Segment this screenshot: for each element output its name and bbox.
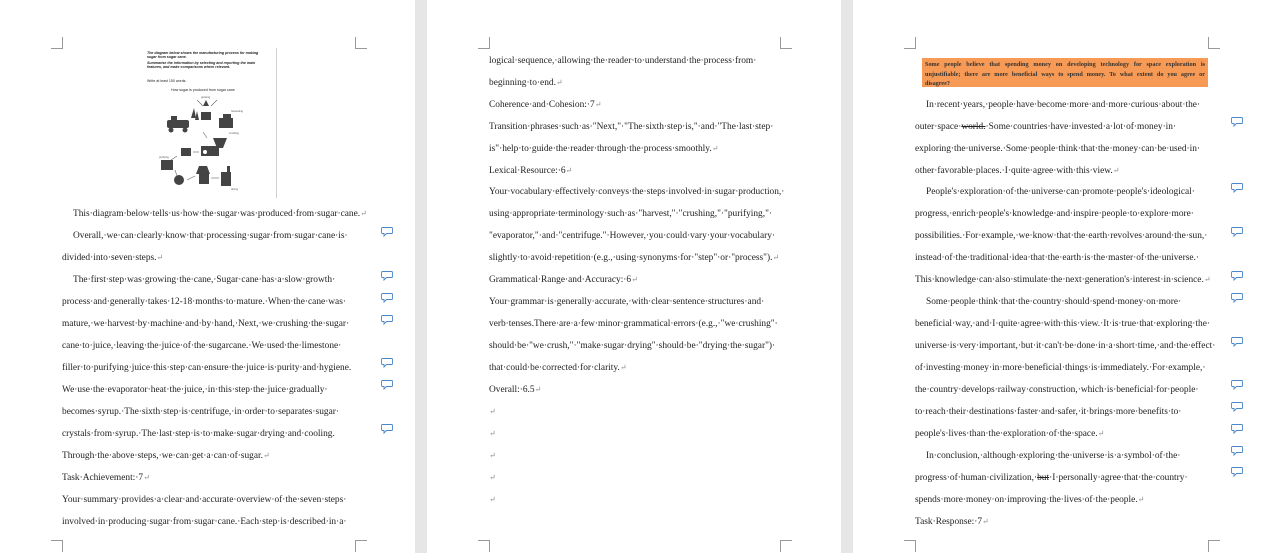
comment-bubble-icon[interactable] (1231, 445, 1243, 456)
text-line[interactable]: People's·exploration·of·the·universe·can·promote·people's·ideological· (926, 187, 1195, 197)
comment-bubble-icon[interactable] (1231, 336, 1243, 347)
empty-paragraph-mark[interactable]: ↵ (489, 429, 496, 438)
text-line[interactable]: progress,·enrich·people's·knowledge·and·inspire·people·to·explore·more· (915, 209, 1194, 219)
comment-bubble-icon[interactable] (1231, 226, 1243, 237)
comment-bubble-icon[interactable] (1231, 116, 1243, 127)
document-page-2 (427, 0, 841, 553)
question-line: unjustifiable; there are more beneficial ways to spend money. To what extent do you agree or (925, 70, 1205, 78)
text-line[interactable]: In·conclusion,·although·exploring·the·universe·is·a·symbol·of·the· (926, 451, 1181, 461)
text-line[interactable]: the·country·develops·railway·construction,·which·is·beneficial·for·people· (915, 385, 1199, 395)
line-text: other·favorable·places.·I·quite·agree·with·this·view. (915, 166, 1113, 176)
text-line[interactable]: logical·sequence,·allowing·the·reader·to·understand·the·process·from· (489, 56, 757, 66)
paragraph-mark: ↵ (982, 517, 989, 526)
text-line[interactable]: crystals·from·syrup.·The·last·step·is·to·make·sugar·drying·and·cooling. (62, 429, 335, 439)
text-line[interactable]: We·use·the·evaporator·heat·the·juice,·in·this·step·the·juice·gradually· (62, 385, 328, 395)
text-line[interactable]: of·investing·money·in·more·beneficial·things·is·immediately.·For·example,· (915, 363, 1206, 373)
text-line[interactable] (489, 99, 782, 111)
line-text: spends·more·money·on·improving·the·lives·of·the·people. (915, 495, 1138, 505)
crop-mark (904, 37, 916, 49)
line-text: Task·Achievement:·7 (62, 473, 144, 483)
text-line[interactable] (489, 165, 782, 177)
line-text: slightly·to·avoid·repetition·(e.g.,·using·synonyms·for·"step"·or·"process"). (489, 253, 773, 263)
comment-bubble-icon[interactable] (381, 292, 393, 303)
figure-word-note: Write at least 150 words. (147, 79, 187, 83)
text-line[interactable]: becomes·syrup.·The·sixth·step·is·centrifuge,·in·order·to·separates·sugar· (62, 407, 339, 417)
text-line[interactable]: verb·tenses.There·are·a·few·minor·grammatical·errors·(e.g.,·"we·crushing"· (489, 319, 778, 329)
paragraph-mark: ↵ (1112, 166, 1120, 175)
text-line[interactable] (489, 384, 782, 396)
line-text: Grammatical·Range·and·Accuracy:·6 (489, 275, 632, 285)
text-line[interactable]: Transition·phrases·such·as·"Next,"·"The·sixth·step·is,"·and·"The·last·step· (489, 122, 774, 132)
crop-mark (478, 37, 490, 49)
svg-text:drying: drying (231, 188, 239, 191)
text-line[interactable]: cane·to·juice,·leaving·the·juice·of·the·sugarcane.·We·used·the·limestone· (62, 341, 342, 351)
diagram-caption: How sugar is produced from sugar cane (171, 88, 235, 92)
crop-mark (51, 540, 63, 552)
text-line[interactable]: outer·space·world.·Some·countries·have·invested·a·lot·of·money·in· (915, 122, 1177, 132)
paragraph-mark: ↵ (534, 385, 542, 394)
line-text: Through·the·above·steps,·we·can·get·a·can·of·sugar. (62, 451, 263, 461)
deleted-word: world. (961, 122, 986, 132)
line-text: Task·Response:·7 (915, 517, 983, 527)
comment-bubble-icon[interactable] (381, 357, 393, 368)
text-line[interactable]: The·first·step·was·growing·the·cane,·Sugar·cane·has·a·slow·growth· (73, 275, 336, 285)
crop-mark (780, 37, 792, 49)
essay-question-highlight[interactable] (922, 58, 1208, 87)
text-line[interactable] (73, 208, 367, 220)
svg-text:crushing: crushing (229, 132, 239, 135)
text-line[interactable]: Your·vocabulary·effectively·conveys·the·steps·involved·in·sugar·production,· (489, 187, 785, 197)
paragraph-mark: ↵ (360, 209, 367, 218)
line-text: people's·lives·than·the·exploration·of·the·space. (915, 429, 1098, 439)
svg-text:purifying: purifying (159, 156, 169, 159)
text-line[interactable]: beneficial·way,·and·I·quite·agree·with·this·view.·It·is·true·that·exploring·the· (915, 319, 1210, 329)
paragraph-mark: ↵ (711, 144, 719, 153)
text-line[interactable] (915, 274, 1211, 286)
line-text: is"·help·to·guide·the·reader·through·the·process·smoothly. (489, 144, 712, 154)
line-text: Coherence·and·Cohesion:·7 (489, 100, 595, 110)
paragraph-mark: ↵ (594, 100, 602, 109)
paragraph-mark: ↵ (1097, 429, 1105, 438)
line-text: divided·into·seven·steps. (62, 253, 157, 263)
question-line: Some people believe that spending money on developing technology for space exploration is (925, 61, 1205, 68)
empty-paragraph-mark[interactable]: ↵ (489, 495, 496, 504)
figure-prompt-line: Summarise the information by selecting and reporting the main (147, 61, 256, 65)
sugar-process-diagram-image[interactable] (141, 48, 277, 198)
comment-bubble-icon[interactable] (1231, 182, 1243, 193)
paragraph-mark: ↵ (772, 253, 780, 262)
comment-bubble-icon[interactable] (1231, 292, 1243, 303)
crop-mark (904, 540, 916, 552)
paragraph-mark: ↵ (631, 275, 638, 284)
line-text: This·knowledge·can·also·stimulate·the·next·generation's·interest·in·science. (915, 275, 1204, 285)
figure-prompt-line: features, and make comparisons where relevant. (147, 65, 231, 69)
text-line[interactable] (62, 472, 357, 484)
question-line: disagree? (925, 80, 950, 88)
text-line[interactable]: process·and·generally·takes·12-18·months·to·mature.·When·the·cane·was· (62, 297, 346, 307)
text-line[interactable] (915, 516, 1208, 528)
comment-bubble-icon[interactable] (1231, 379, 1243, 390)
comment-bubble-icon[interactable] (381, 379, 393, 390)
text-line[interactable]: Your·grammar·is·generally·accurate,·with·clear·sentence·structures·and· (489, 297, 765, 307)
text-line[interactable]: mature,·we·harvest·by·machine·and·by·hand,·Next,·we·crushing·the·sugar· (62, 319, 350, 329)
text-line[interactable] (489, 274, 782, 286)
text-line[interactable]: exploring·the·universe.·Some·people·think·that·the·money·can·be·used·in· (915, 144, 1201, 154)
figure-prompt-line: The diagram below shows the manufacturing process for making (147, 51, 259, 55)
crop-mark (478, 540, 490, 552)
text-line[interactable]: progress·of·human·civilization,·but·I·personally·agree·that·the·country· (915, 473, 1188, 483)
crop-mark (1208, 37, 1220, 49)
comment-bubble-icon[interactable] (1231, 270, 1243, 281)
paragraph-mark: ↵ (555, 78, 563, 87)
empty-paragraph-mark[interactable]: ↵ (489, 407, 496, 416)
text-line[interactable]: instead·of·the·traditional·idea·that·the·earth·is·the·master·of·the·universe.· (915, 253, 1199, 263)
svg-text:growing: growing (201, 96, 211, 99)
text-line[interactable]: to·reach·their·destinations·faster·and·safer,·it·brings·more·benefits·to· (915, 407, 1182, 417)
text-line[interactable] (915, 428, 1208, 440)
text-line[interactable]: In·recent·years,·people·have·become·more·and·more·curious·about·the· (926, 100, 1201, 110)
text-line[interactable]: "evaporator,"·and·"centrifuge."·However,·you·could·vary·your·vocabulary· (489, 231, 776, 241)
line-text: Overall:·6.5 (489, 385, 535, 395)
paragraph-mark: ↵ (143, 473, 150, 482)
text-line[interactable]: possibilities.·For·example,·we·know·that·the·earth·revolves·around·the·sun,· (915, 231, 1208, 241)
text-line[interactable] (915, 494, 1208, 506)
comment-bubble-icon[interactable] (381, 423, 393, 434)
comment-bubble-icon[interactable] (1231, 466, 1243, 477)
empty-paragraph-mark[interactable]: ↵ (489, 473, 496, 482)
comment-bubble-icon[interactable] (381, 270, 393, 281)
paragraph-mark: ↵ (156, 253, 164, 262)
figure-prompt-line: sugar from sugar cane. (147, 55, 187, 59)
text-line[interactable] (489, 143, 782, 155)
paragraph-mark: ↵ (1137, 495, 1145, 504)
crop-mark (355, 37, 367, 49)
text-line[interactable]: Your·summary·provides·a·clear·and·accurate·overview·of·the·seven·steps· (62, 495, 347, 505)
line-text: beginning·to·end. (489, 78, 556, 88)
text-line[interactable] (915, 165, 1208, 177)
text-line[interactable]: Some·people·think·that·the·country·should·spend·money·on·more· (926, 297, 1182, 307)
empty-paragraph-mark[interactable]: ↵ (489, 451, 496, 460)
text-line[interactable]: Overall,·we·can·clearly·know·that·processing·sugar·from·sugar·cane·is· (73, 231, 348, 241)
comment-bubble-icon[interactable] (381, 314, 393, 325)
text-line[interactable]: universe·is·very·important,·but·it·can't·be·done·in·a·short·time,·and·the·effect· (915, 341, 1216, 351)
comment-bubble-icon[interactable] (381, 226, 393, 237)
text-line[interactable] (489, 252, 782, 264)
text-line[interactable] (489, 362, 782, 374)
paragraph-mark: ↵ (1203, 275, 1211, 284)
text-line[interactable] (62, 252, 357, 264)
process-diagram-graphic (141, 48, 276, 198)
crop-mark (780, 540, 792, 552)
line-text: that·could·be·corrected·for·clarity. (489, 363, 620, 373)
line-text: This·diagram·below·tells·us·how·the·sugar·was·produced·from·sugar·cane. (73, 209, 361, 219)
text-line[interactable] (62, 450, 357, 462)
text-line[interactable]: should·be·"we·crush,"·"make·sugar·drying"·should·be·"drying·the·sugar")· (489, 341, 776, 351)
crop-mark (355, 540, 367, 552)
text-line[interactable]: involved·in·producing·sugar·from·sugar·cane.·Each·step·is·described·in·a· (62, 517, 347, 527)
text-line[interactable]: using·appropriate·terminology·such·as·"harvest,"·"crushing,"·"purifying,"· (489, 209, 773, 219)
document-page-1 (0, 0, 415, 553)
paragraph-mark: ↵ (565, 166, 573, 175)
svg-text:harvesting: harvesting (231, 110, 243, 113)
paragraph-mark: ↵ (262, 451, 270, 460)
text-line[interactable] (489, 77, 782, 89)
paragraph-mark: ↵ (619, 363, 627, 372)
crop-mark (1208, 540, 1220, 552)
deleted-word: but (1037, 473, 1050, 483)
line-text: Lexical·Resource:·6 (489, 166, 566, 176)
comment-bubble-icon[interactable] (1231, 401, 1243, 412)
text-line[interactable]: filler·to·purifying·juice·this·step·can·ensure·the·juice·is·purity·and·hygiene. (62, 363, 352, 373)
comment-bubble-icon[interactable] (1231, 423, 1243, 434)
crop-mark (51, 37, 63, 49)
